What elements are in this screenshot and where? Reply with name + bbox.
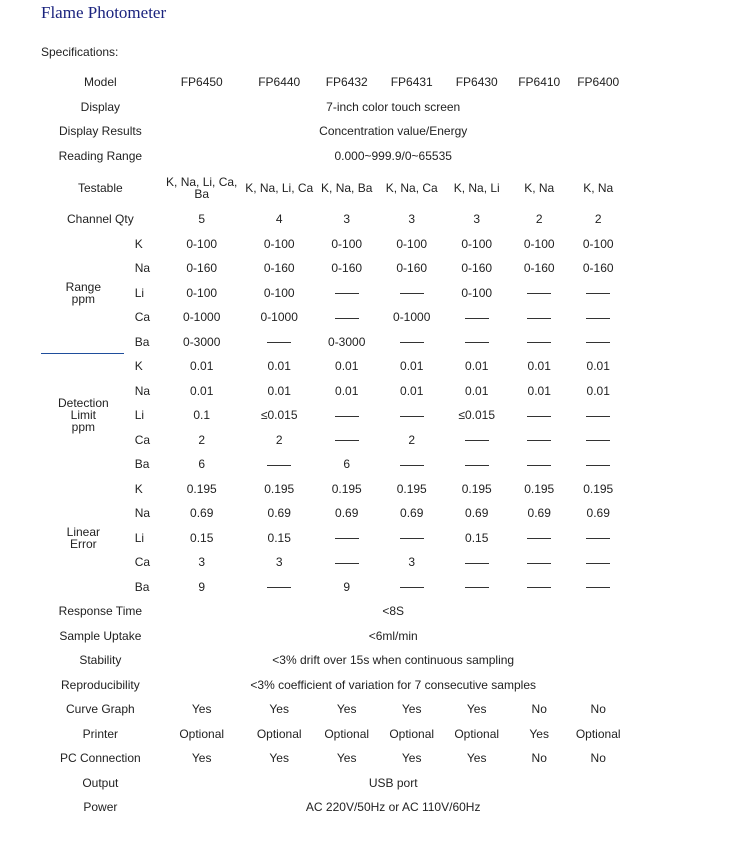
page-title: Flame Photometer [41,3,167,22]
value-cell: 0-160 [186,261,218,276]
value-cell [444,330,510,355]
response-time-label: Response Time [58,604,143,619]
value-cell: 0.69 [527,506,551,521]
dash-mark [586,342,610,343]
element-label: Ca [134,310,151,325]
dash-mark [586,440,610,441]
element-label: Na [134,261,151,276]
value-cell: 0.69 [400,506,424,521]
value-cell: 0.01 [465,383,489,398]
sample-uptake-value: <6ml/min [368,628,418,643]
value-cell [380,330,444,355]
dash-mark [527,342,551,343]
value-cell: 0-100 [331,236,363,251]
value-cell [444,428,510,453]
value-cell: 0.195 [331,481,362,496]
value-cell: 3 [343,212,351,227]
value-cell: Yes [269,702,289,717]
value-cell: Optional [256,726,302,741]
value-cell [569,305,628,330]
value-cell: K, Na, Ba [321,180,373,195]
group-label: Linear Error [66,524,104,551]
pc-connection-label: PC Connection [59,751,141,766]
dash-mark [527,293,551,294]
element-label: Na [134,506,151,521]
element-label: Ca [134,432,151,447]
value-cell [569,281,628,306]
value-cell: 0-160 [396,261,428,276]
value-cell: 0-1000 [183,310,221,325]
dash-mark [527,563,551,564]
value-cell: 0-1000 [260,310,298,325]
header-row [42,70,628,95]
value-cell [569,330,628,355]
dash-mark [465,587,489,588]
row-display [42,95,628,120]
value-cell [444,452,510,477]
value-cell: 9 [343,579,351,594]
value-cell: Optional [575,726,621,741]
dash-mark [400,342,424,343]
value-cell: 3 [473,212,481,227]
value-cell [444,305,510,330]
group-row [42,379,628,404]
value-cell: K, Na, Ca [385,180,438,195]
group-row [42,526,628,551]
value-cell: 0-160 [523,261,555,276]
value-cell [314,550,380,575]
power-label: Power [83,800,118,815]
value-cell: 0-160 [331,261,363,276]
value-cell: No [590,702,606,717]
value-cell: 0-100 [396,236,428,251]
value-cell: 0.01 [586,383,610,398]
value-cell [380,575,444,600]
row-testable [42,168,628,207]
value-cell: ≤0.015 [260,408,298,423]
element-label: Ba [134,579,150,594]
group-row [42,477,628,502]
value-cell [510,403,569,428]
group-row [42,575,628,600]
element-label: Na [134,383,151,398]
row-response_time [42,599,628,624]
dash-mark [527,440,551,441]
value-cell: 0-3000 [183,334,221,349]
element-label: Li [134,530,145,545]
element-label: Li [134,408,145,423]
value-cell: 0.01 [586,359,610,374]
display-results-value: Concentration value/Energy [319,124,468,139]
dash-mark [586,318,610,319]
row-sample_uptake [42,624,628,649]
value-cell [314,428,380,453]
model-header-fp6440: FP6440 [258,75,301,90]
dash-mark [586,465,610,466]
dash-mark [586,587,610,588]
value-cell: 0.01 [267,383,291,398]
value-cell: 0.01 [335,359,359,374]
value-cell: No [590,751,606,766]
value-cell: K, Na, Li, Ca [245,180,314,195]
curve-graph-label: Curve Graph [66,702,135,717]
value-cell [314,305,380,330]
group-label: Detection Limit ppm [58,396,113,435]
value-cell: K, Na [583,180,614,195]
model-header-fp6410: FP6410 [518,75,561,90]
value-cell [380,403,444,428]
value-cell: 0-100 [263,236,295,251]
value-cell: Yes [269,751,289,766]
dash-mark [335,563,359,564]
value-cell: K, Na, Li, Ca, Ba [166,174,238,201]
value-cell: 0.01 [190,359,214,374]
value-cell: 0.195 [524,481,555,496]
value-cell [569,428,628,453]
dash-mark [465,342,489,343]
value-cell: Yes [191,751,212,766]
value-cell: Yes [401,702,422,717]
dash-mark [527,587,551,588]
row-output [42,771,628,796]
value-cell: 0.01 [267,359,291,374]
value-cell [444,575,510,600]
row-stability [42,648,628,673]
group-row [42,305,628,330]
dash-mark [527,416,551,417]
value-cell: Yes [466,751,487,766]
dash-mark [267,465,291,466]
value-cell: K, Na [524,180,555,195]
value-cell [510,575,569,600]
group-row [42,354,628,379]
value-cell: 0.01 [190,383,214,398]
element-label: Ba [134,457,150,472]
value-cell: 0.195 [396,481,427,496]
group-row [42,403,628,428]
value-cell: Optional [389,726,435,741]
element-label: Li [134,285,145,300]
dash-mark [465,440,489,441]
dash-mark [527,465,551,466]
value-cell: 0.195 [186,481,217,496]
value-cell: Optional [324,726,370,741]
dash-mark [527,318,551,319]
value-cell [245,330,314,355]
value-cell: 0.69 [190,506,214,521]
dash-mark [400,587,424,588]
value-cell: 0.69 [335,506,359,521]
group-row [42,501,628,526]
value-cell [380,281,444,306]
value-cell: 0.01 [527,383,551,398]
value-cell [569,452,628,477]
row-reproducibility [42,673,628,698]
dash-mark [335,293,359,294]
value-cell [245,575,314,600]
value-cell: Optional [454,726,500,741]
stability-value: <3% drift over 15s when continuous sampling [272,653,515,668]
dash-mark [586,538,610,539]
group-row [42,330,628,355]
reproducibility-label: Reproducibility [61,677,140,692]
value-cell: 0.195 [583,481,614,496]
value-cell [380,526,444,551]
value-cell: 0.01 [527,359,551,374]
reading-range-value: 0.000~999.9/0~65535 [334,148,452,163]
value-cell: 0-160 [582,261,614,276]
value-cell: Yes [529,726,549,741]
channel-qty-label: Channel Qty [67,212,134,227]
response-time-value: <8S [382,604,405,619]
value-cell [569,403,628,428]
value-cell [510,330,569,355]
value-cell [510,452,569,477]
dash-mark [465,563,489,564]
value-cell: 0-100 [582,236,614,251]
model-header-fp6400: FP6400 [577,75,620,90]
value-cell: 2 [535,212,543,227]
value-cell: 0-160 [461,261,493,276]
value-cell: 9 [198,579,206,594]
value-cell: 0.69 [465,506,489,521]
dash-mark [400,293,424,294]
printer-label: Printer [82,726,119,741]
value-cell: 0-1000 [393,310,431,325]
group-row [42,281,628,306]
value-cell [510,305,569,330]
row-pc_connection [42,746,628,771]
value-cell: 0.15 [267,530,291,545]
display-value: 7-inch color touch screen [326,99,461,114]
value-cell: 0-100 [186,285,218,300]
value-cell: 0.01 [465,359,489,374]
value-cell: 2 [198,432,206,447]
value-cell: 0.01 [400,359,424,374]
row-printer [42,722,628,747]
row-power [42,795,628,820]
value-cell: 2 [594,212,602,227]
element-label: Ca [134,555,151,570]
row-reading_range [42,144,628,169]
reproducibility-value: <3% coefficient of variation for 7 consecutive samples [250,677,536,692]
model-header-fp6450: FP6450 [180,75,223,90]
reading-range-label: Reading Range [58,148,143,163]
row-curve_graph [42,697,628,722]
dash-mark [465,318,489,319]
value-cell: K, Na, Li [453,180,500,195]
value-cell: 0-100 [263,285,295,300]
value-cell: 0-100 [461,236,493,251]
value-cell: No [531,751,547,766]
element-label: K [134,359,143,374]
specifications-label: Specifications: [41,45,119,59]
value-cell: 6 [343,457,351,472]
dash-mark [335,416,359,417]
value-cell: 6 [198,457,206,472]
group-row [42,452,628,477]
dash-mark [400,465,424,466]
group-row [42,256,628,281]
value-cell [510,428,569,453]
row-channel_qty [42,207,628,232]
power-value: AC 220V/50Hz or AC 110V/60Hz [305,800,481,815]
element-label: K [134,481,143,496]
value-cell [569,575,628,600]
value-cell: 3 [408,555,416,570]
value-cell: Yes [191,702,212,717]
dash-mark [335,318,359,319]
value-cell: 0-100 [523,236,555,251]
value-cell: 0.15 [465,530,489,545]
stability-label: Stability [79,653,122,668]
model-label: Model [84,75,117,90]
value-cell [245,452,314,477]
value-cell: No [531,702,547,717]
sample-uptake-label: Sample Uptake [59,628,142,643]
value-cell: 0-3000 [328,334,366,349]
value-cell: 0-160 [263,261,295,276]
dash-mark [527,538,551,539]
dash-mark [335,538,359,539]
group-row [42,550,628,575]
dash-mark [335,440,359,441]
value-cell: Yes [466,702,487,717]
display-label: Display [80,99,121,114]
testable-label: Testable [78,180,123,195]
output-label: Output [82,775,119,790]
element-label: K [134,236,143,251]
group-label: Range ppm [65,279,105,306]
value-cell [569,550,628,575]
group-row [42,428,628,453]
value-cell [380,452,444,477]
dash-mark [465,465,489,466]
dash-mark [586,293,610,294]
value-cell: 0-100 [186,236,218,251]
value-cell [444,550,510,575]
value-cell: 2 [408,432,416,447]
value-cell [314,403,380,428]
value-cell: 5 [198,212,206,227]
dash-mark [267,587,291,588]
row-display_results [42,119,628,144]
value-cell: 0.01 [400,383,424,398]
value-cell: Yes [336,702,357,717]
value-cell: Optional [179,726,225,741]
element-label: Ba [134,334,150,349]
model-header-fp6432: FP6432 [325,75,368,90]
dash-mark [586,416,610,417]
value-cell: 0.195 [264,481,295,496]
dash-mark [267,342,291,343]
value-cell [510,550,569,575]
value-cell [510,281,569,306]
value-cell: 3 [408,212,416,227]
dash-mark [586,563,610,564]
value-cell: 0-100 [461,285,493,300]
value-cell: 0.69 [586,506,610,521]
value-cell [314,281,380,306]
value-cell [569,526,628,551]
value-cell: 0.1 [193,408,211,423]
value-cell: 0.15 [190,530,214,545]
output-value: USB port [368,775,418,790]
value-cell: 3 [275,555,283,570]
value-cell: Yes [401,751,422,766]
value-cell: 2 [275,432,283,447]
dash-mark [400,538,424,539]
dash-mark [400,416,424,417]
value-cell: 0.69 [267,506,291,521]
spec-table [42,70,628,820]
model-header-fp6431: FP6431 [390,75,433,90]
value-cell [510,526,569,551]
value-cell: ≤0.015 [458,408,496,423]
display-results-label: Display Results [59,124,142,139]
value-cell: 3 [198,555,206,570]
model-header-fp6430: FP6430 [455,75,498,90]
value-cell: 4 [275,212,283,227]
value-cell [314,526,380,551]
value-cell: Yes [336,751,357,766]
value-cell: 0.195 [461,481,492,496]
value-cell: 0.01 [335,383,359,398]
group-row [42,232,628,257]
